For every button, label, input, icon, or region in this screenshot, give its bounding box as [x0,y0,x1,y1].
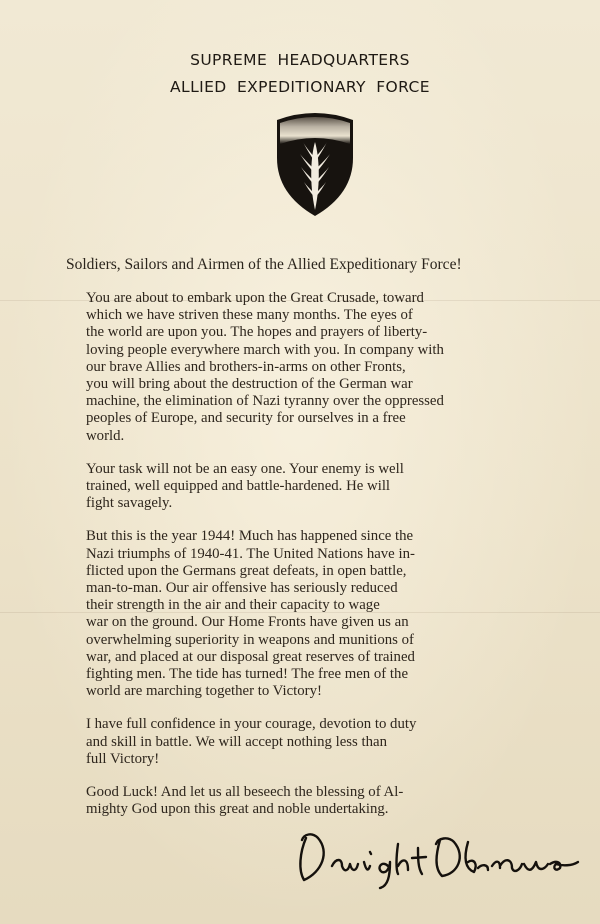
header-line-1: SUPREME HEADQUARTERS [190,51,410,69]
salutation: Soldiers, Sailors and Airmen of the Allied Expeditionary Force! [66,256,462,273]
paragraph-task: Your task will not be an easy one. Your enemy is well trained, well equipped and battle-hardened. He will fight savagely. [86,460,404,512]
paragraph-1944: But this is the year 1944! Much has happened since the Nazi triumphs of 1940-41. The United Nations have in- flicted upon the Germans great defeats, in open battle, man-to-man. Our air offensive has seriously reduced their strength in the air and their capacity to wage war on the ground. Our Home Fronts have given us an overwhelming superiority in weapons and munitions of war, and placed at our disposal great reserves of trained fighting men. The tide has turned! The free men of the world are marching together to Victory! [86,528,415,700]
paragraph-embark: You are about to embark upon the Great Crusade, toward which we have striven these many months. The eyes of the world are upon you. The hopes and prayers of liberty- loving people everywhere march with you. In company with our brave Allies and brothers-in-arms on other Fronts, you will bring about the destruction of the German war machine, the elimination of Nazi tyranny over the oppressed peoples of Europe, and security for ourselves in a free world. [86,290,444,444]
message-body [86,290,546,834]
shaef-shoulder-patch-icon [274,112,356,218]
paragraph-confidence: I have full confidence in your courage, devotion to duty and skill in battle. We will accept nothing less than full Victory! [86,716,417,767]
handwritten-signature-icon [292,822,582,892]
paragraph-good-luck: Good Luck! And let us all beseech the blessing of Al- mighty God upon this great and noble undertaking. [86,784,404,818]
header-line-2: ALLIED EXPEDITIONARY FORCE [170,78,430,96]
